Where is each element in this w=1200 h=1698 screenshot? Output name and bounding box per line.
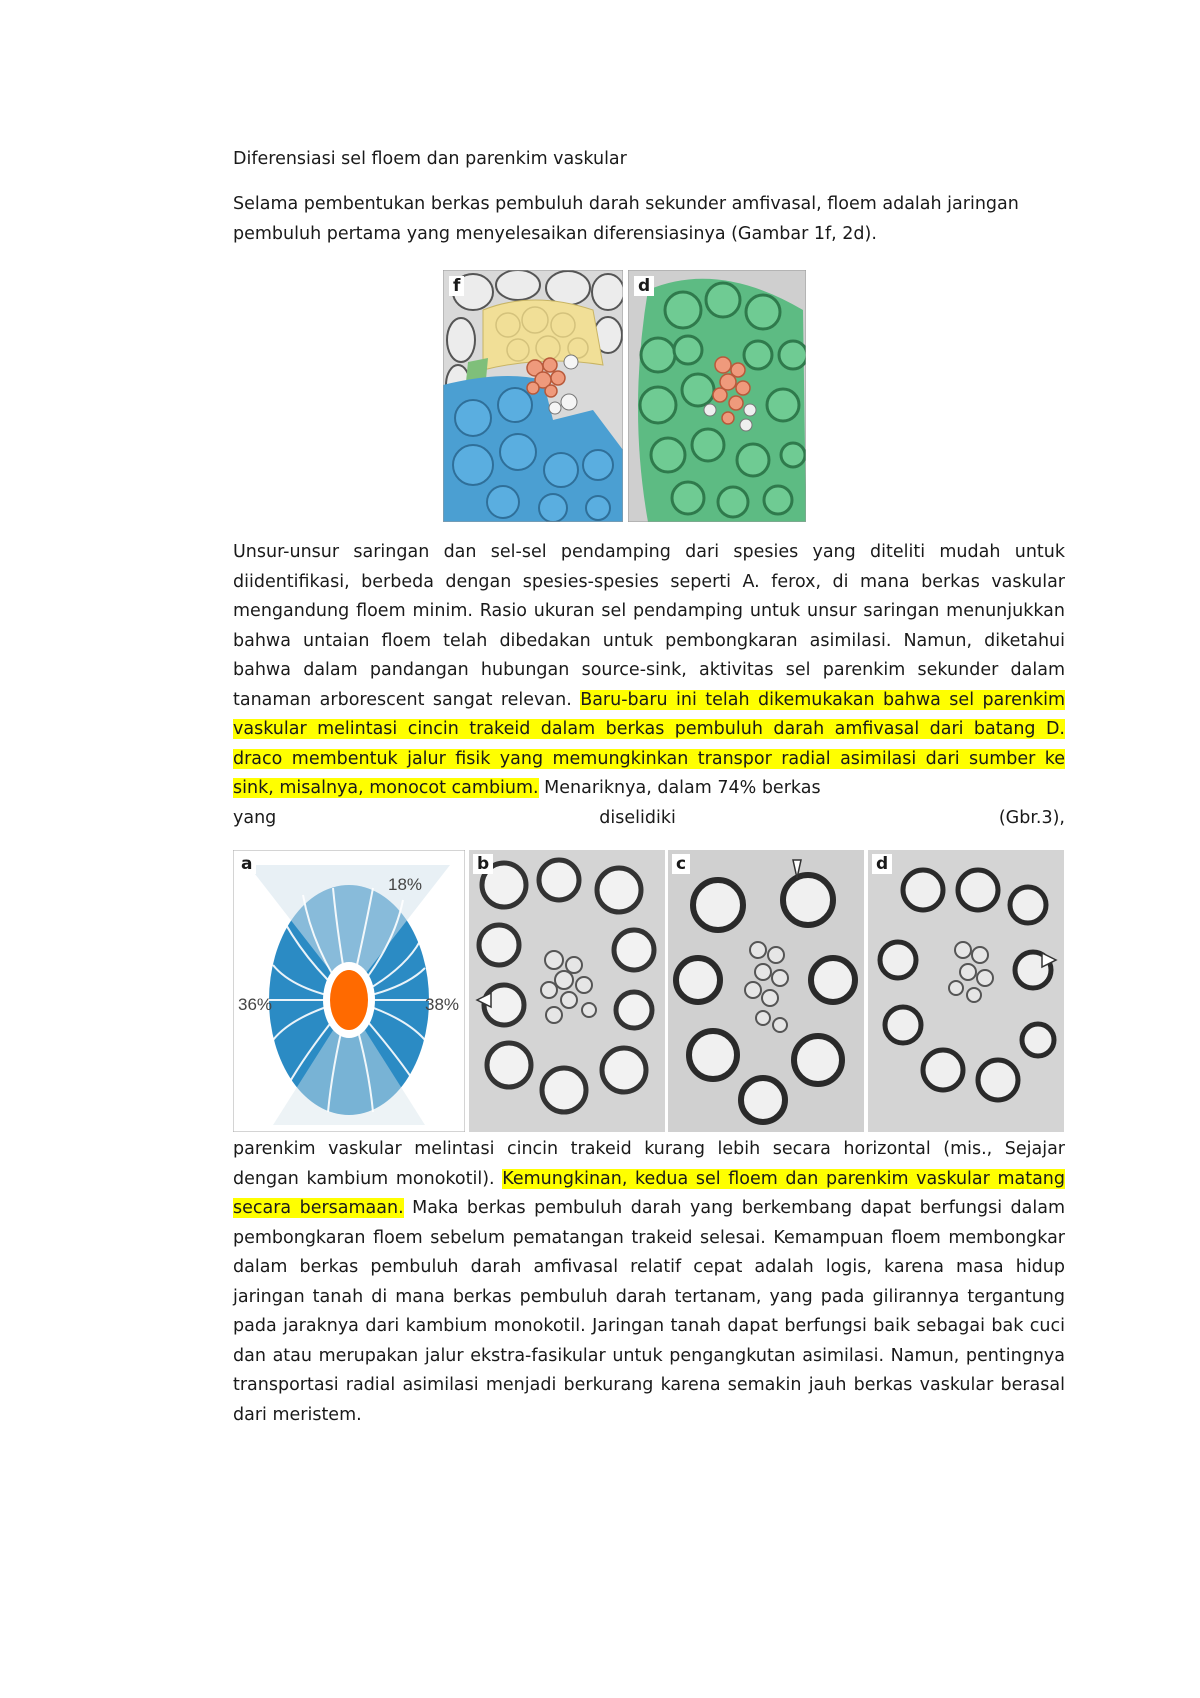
word-diselidiki: diselidiki	[599, 807, 676, 828]
panel-label-b: b	[473, 854, 493, 874]
paragraph-3-text-end: Maka berkas pembuluh darah yang berkembang dapat berfungsi dalam pembongkaran floem sebelum pematangan trakeid selesai. Kemampuan floem membongkar dalam berkas pembuluh darah amfivasal relatif cepat adalah logis, karena masa hidup jaringan tanah di mana berkas pembuluh darah tertanam, yang pada gilirannya tergantung pada jaraknya dari kambium monokotil. Jaringan tanah dapat berfungsi baik sebagai bak cuci dan atau merupakan jalur ekstra-fasikular untuk pengangkutan asimilasi. Namun, pentingnya transportasi radial asimilasi menjadi berkurang karena semakin jauh berkas vaskular berasal dari meristem.	[233, 1198, 1065, 1425]
figure2-panel-a	[233, 850, 465, 1132]
paragraph-2-highlight: Baru-baru ini telah dikemukakan bahwa sel parenkim vaskular melintasi cincin trakeid dalam berkas pembuluh darah amfivasal dari batang D. draco membentuk jalur fisik yang memungkinkan transpor radial asimilasi dari sumber ke sink, misalnya, monocot cambium.	[233, 689, 1065, 798]
figure1-panel-f	[443, 270, 623, 522]
figure2-panel-b	[469, 850, 665, 1132]
panel-label-d2: d	[872, 854, 892, 874]
paragraph-3-text: parenkim vaskular melintasi cincin trakeid kurang lebih secara horizontal (mis., Sejajar dengan kambium monokotil).	[233, 1139, 1065, 1189]
figure1-panel-d	[628, 270, 806, 522]
pct-38: 38%	[425, 995, 460, 1014]
paragraph-2	[233, 538, 1065, 833]
section-title: Diferensiasi sel floem dan parenkim vaskular	[233, 149, 627, 169]
paragraph-2-text-end: Menariknya, dalam 74% berkas	[538, 778, 821, 798]
word-yang: yang	[233, 807, 277, 828]
paragraph-3-highlight: Kemungkinan, kedua sel floem dan parenkim vaskular matang secara bersamaan.	[233, 1168, 1065, 1218]
panel-label-a: a	[237, 854, 256, 874]
panel-label-f: f	[449, 276, 464, 296]
panel-label-d: d	[634, 276, 654, 296]
pct-36: 36%	[238, 995, 273, 1014]
paragraph-2-last-line	[233, 804, 1065, 834]
figure2-panel-c	[668, 850, 864, 1132]
intro-paragraph: Selama pembentukan berkas pembuluh darah sekunder amfivasal, floem adalah jaringan pembuluh pertama yang menyelesaikan diferensiasinya (Gambar 1f, 2d).	[233, 194, 1019, 244]
paragraph-3	[233, 1135, 1065, 1430]
paragraph-2-text: Unsur-unsur saringan dan sel-sel pendamping dari spesies yang diteliti mudah untuk diidentifikasi, berbeda dengan spesies-spesies seperti A. ferox, di mana berkas vaskular mengandung floem minim. Rasio ukuran sel pendamping untuk unsur saringan menunjukkan bahwa untaian floem telah dibedakan untuk pembongkaran asimilasi. Namun, diketahui bahwa dalam pandangan hubungan source-sink, aktivitas sel parenkim sekunder dalam tanaman arborescent sangat relevan.	[233, 542, 1065, 710]
figure2-panel-d	[868, 850, 1064, 1132]
word-gbr3: (Gbr.3),	[998, 807, 1065, 828]
panel-label-c: c	[672, 854, 690, 874]
pct-18: 18%	[388, 875, 423, 894]
